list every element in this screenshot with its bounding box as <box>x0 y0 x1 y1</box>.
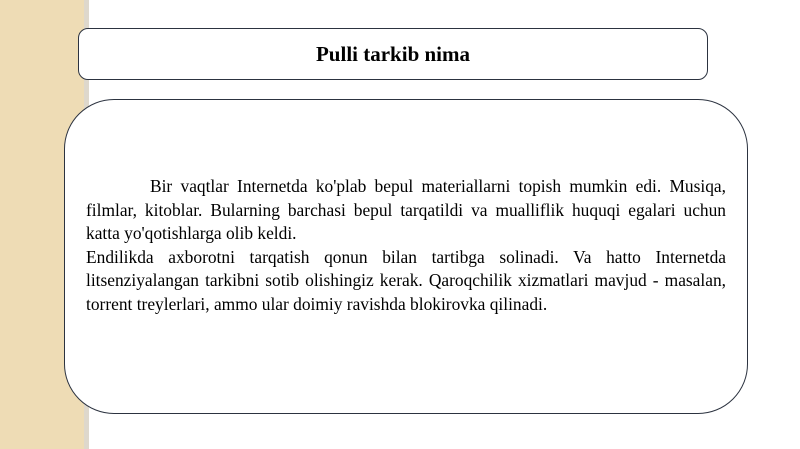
paragraph-1: Bir vaqtlar Internetda ko'plab bepul materiallarni topish mumkin edi. Musiqa, filmlar, kitoblar. Bularning barchasi bepul tarqatildi va mualliflik huquqi egalari uchun katta yo'qotishlarga olib keldi. <box>86 176 726 243</box>
body-text <box>86 175 726 316</box>
paragraph-2: Endilikda axborotni tarqatish qonun bilan tartibga solinadi. Va hatto Internetda litsenziyalangan tarkibni sotib olishingiz kerak. Qaroqchilik xizmatlari mavjud - masalan, torrent treylerlari, ammo ular doimiy ravishda blokirovka qilinadi. <box>86 246 726 314</box>
title-box <box>78 28 708 80</box>
slide-title: Pulli tarkib nima <box>315 41 471 66</box>
